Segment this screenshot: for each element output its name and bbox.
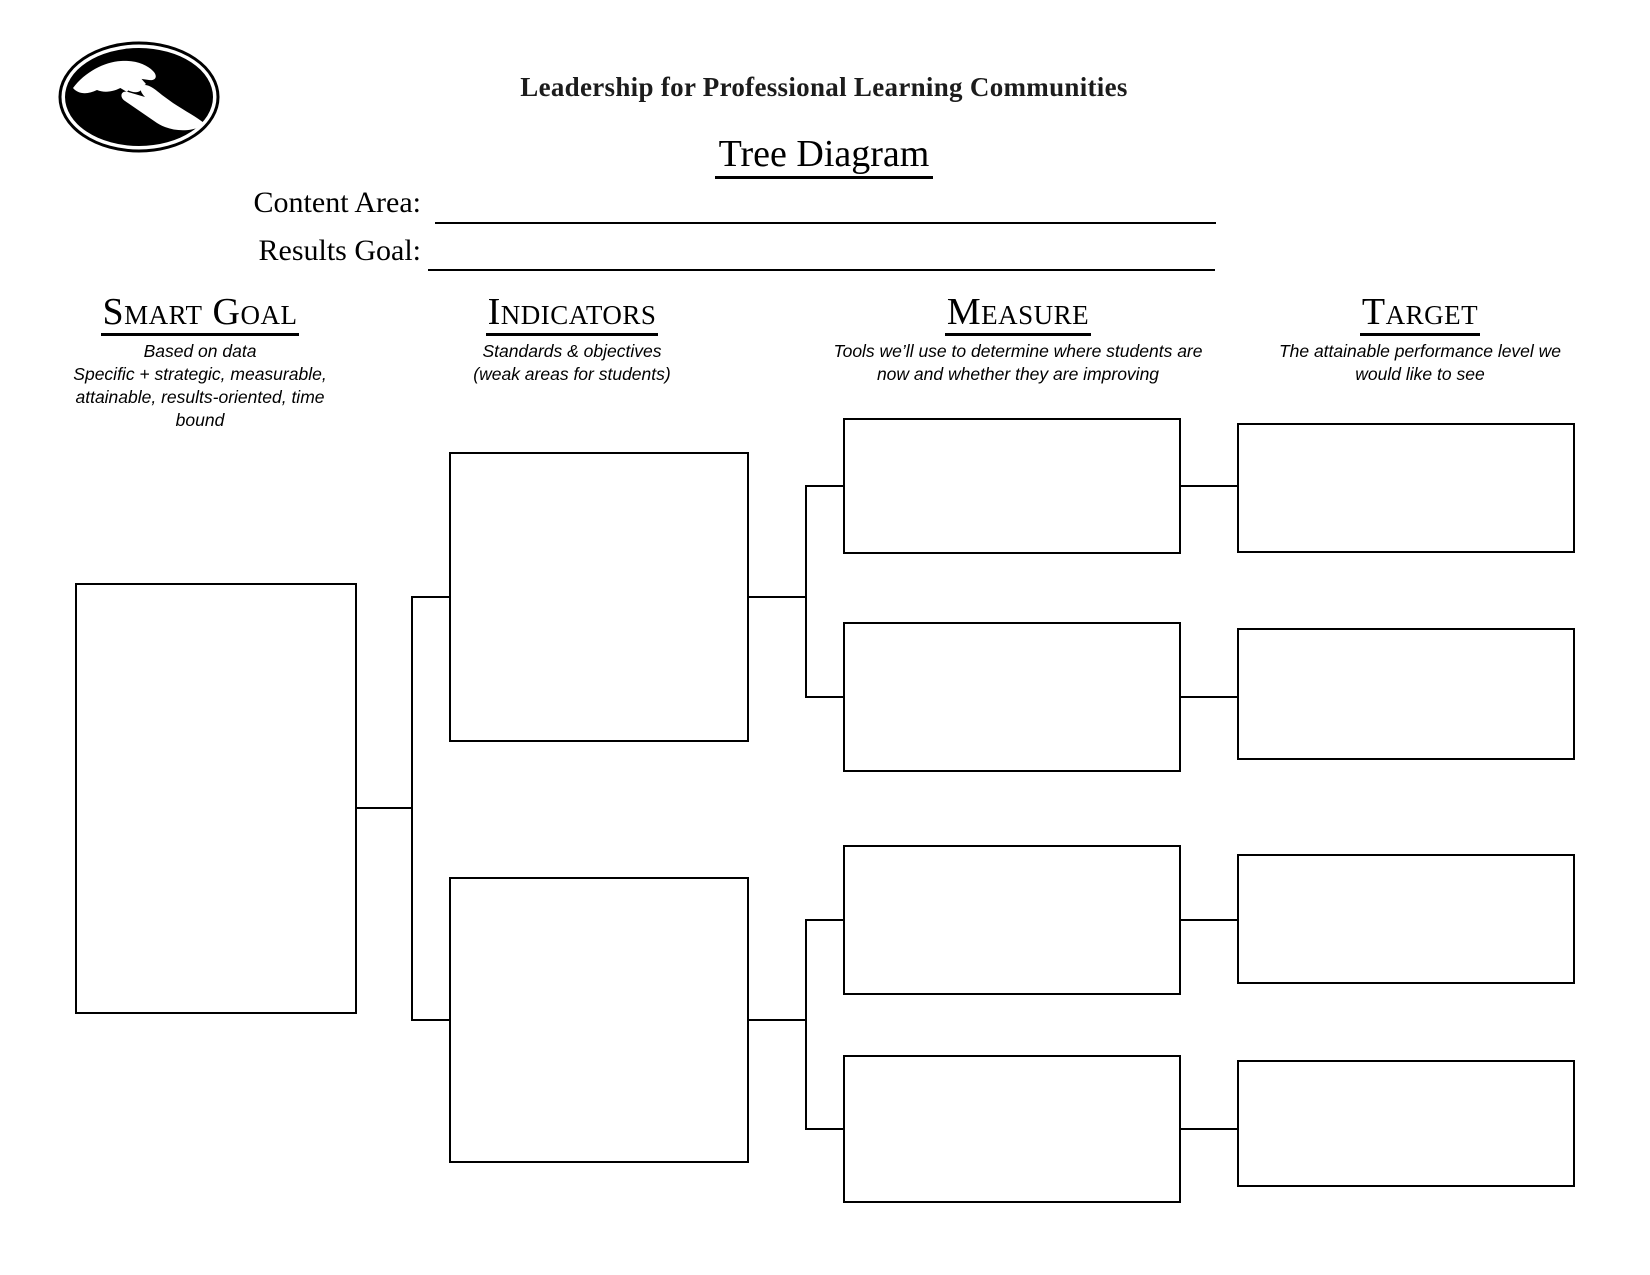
connector-measures12-split [805, 485, 807, 698]
page-title: Leadership for Professional Learning Communities [520, 72, 1128, 102]
indicator-box-1[interactable] [449, 452, 749, 742]
target-box-4[interactable] [1237, 1060, 1575, 1187]
connector-smartgoal-out [357, 807, 413, 809]
diagram-title [524, 132, 1124, 176]
smart-goal-description [25, 340, 375, 432]
connector-measure3-target3 [1181, 919, 1237, 921]
hands-logo-icon [57, 40, 221, 154]
description-line: Standards & objectives [482, 341, 662, 361]
measure-description [818, 340, 1218, 386]
measure-heading-text: Measure [945, 291, 1091, 336]
connector-measure1-in [805, 485, 843, 487]
connector-indicator1-out [749, 596, 807, 598]
target-box-1[interactable] [1237, 423, 1575, 553]
content-area-input-line[interactable] [435, 222, 1216, 224]
description-line: The attainable performance level we [1278, 341, 1562, 361]
connector-measure2-target2 [1181, 696, 1237, 698]
description-line: Tools we’ll use to determine where students are [833, 341, 1203, 361]
measure-box-4[interactable] [843, 1055, 1181, 1203]
results-goal-input-line[interactable] [428, 269, 1215, 271]
connector-measure1-target1 [1181, 485, 1237, 487]
description-line: now and whether they are improving [876, 364, 1160, 384]
smart-goal-box[interactable] [75, 583, 357, 1014]
measure-box-1[interactable] [843, 418, 1181, 554]
diagram-title-text: Tree Diagram [715, 133, 934, 179]
measure-box-2[interactable] [843, 622, 1181, 772]
connector-measure4-in [805, 1128, 843, 1130]
column-heading-measure [818, 290, 1218, 334]
results-goal-label: Results Goal: [258, 234, 421, 267]
target-description [1220, 340, 1620, 386]
smart-goal-heading-text: Smart Goal [101, 291, 300, 336]
description-line: bound [175, 410, 225, 430]
column-heading-indicators [372, 290, 772, 334]
column-heading-target [1220, 290, 1620, 334]
connector-indicator1-in [411, 596, 449, 598]
indicators-heading-text: Indicators [486, 291, 659, 336]
target-box-3[interactable] [1237, 854, 1575, 984]
target-heading-text: Target [1360, 291, 1480, 336]
description-line: Based on data [143, 341, 257, 361]
measure-box-3[interactable] [843, 845, 1181, 995]
description-line: (weak areas for students) [473, 364, 671, 384]
connector-measure4-target4 [1181, 1128, 1237, 1130]
target-box-2[interactable] [1237, 628, 1575, 760]
column-heading-smart-goal [0, 290, 400, 334]
connector-indicators-split [411, 596, 413, 1021]
connector-measures34-split [805, 919, 807, 1130]
connector-indicator2-out [749, 1019, 807, 1021]
description-line: Specific + strategic, measurable, [73, 364, 327, 384]
indicators-description [397, 340, 747, 386]
description-line: attainable, results-oriented, time [75, 387, 325, 407]
connector-measure3-in [805, 919, 843, 921]
connector-measure2-in [805, 696, 843, 698]
content-area-label: Content Area: [253, 186, 421, 219]
description-line: would like to see [1355, 364, 1485, 384]
indicator-box-2[interactable] [449, 877, 749, 1163]
connector-indicator2-in [411, 1019, 449, 1021]
